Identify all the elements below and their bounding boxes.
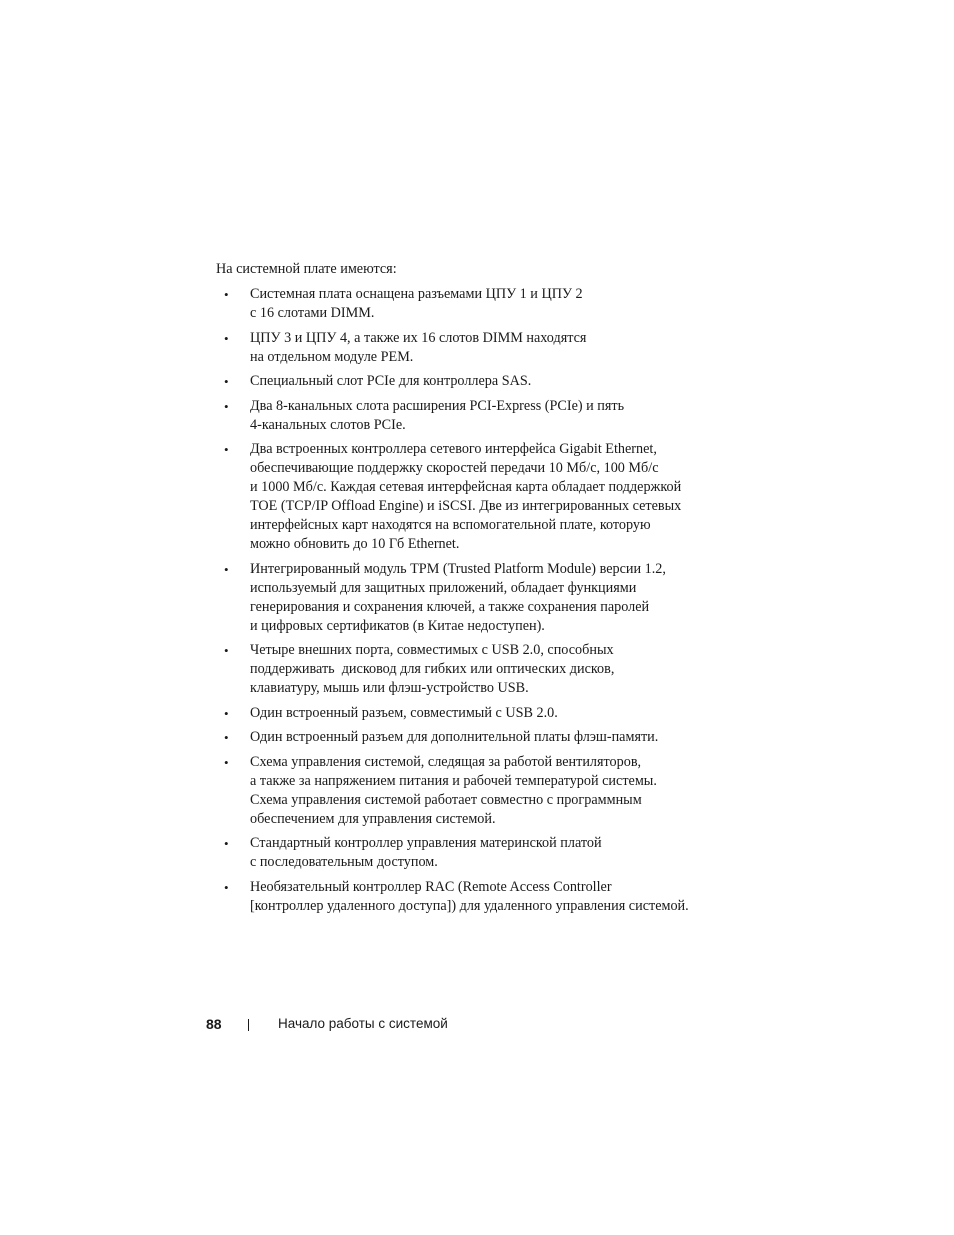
chapter-title: Начало работы с системой [278,1016,448,1031]
list-item-text: 4-канальных слотов PCIe. [250,416,406,433]
bullet-icon: • [224,879,229,895]
list-item [216,641,736,698]
list-item-text: а также за напряжением питания и рабочей температурой системы. [250,772,657,789]
list-item-text: Схема управления системой работает совместно с программным [250,791,642,808]
list-item [216,397,736,435]
list-item-text: Интегрированный модуль TPM (Trusted Platform Module) версии 1.2, [250,560,666,577]
bullet-icon: • [224,754,229,770]
list-item [216,372,736,391]
list-item-text: TOE (TCP/IP Offload Engine) и iSCSI. Две из интегрированных сетевых [250,498,682,514]
list-item-text: и 1000 Мб/с. Каждая сетевая интерфейсная карта обладает поддержкой [250,479,682,495]
list-item [216,728,736,747]
list-item [216,878,736,916]
footer-separator [248,1019,249,1031]
list-item-text: Один встроенный разъем, совместимый с USB 2.0. [250,704,558,721]
list-item-text: и цифровых сертификатов (в Китае недоступен). [250,617,545,634]
list-item-text: ЦПУ 3 и ЦПУ 4, а также их 16 слотов DIMM находятся [250,329,587,346]
list-item-text: Схема управления системой, следящая за работой вентиляторов, [250,753,642,770]
bullet-icon: • [224,643,229,658]
list-item-text: с 16 слотами DIMM. [250,305,375,321]
page-footer [0,1014,954,1034]
list-item-text: Системная плата оснащена разъемами ЦПУ 1 и ЦПУ 2 [250,286,583,302]
intro-text: На системной плате имеются: [216,261,397,277]
document-body [216,260,736,921]
list-item [216,285,736,323]
list-item-text: [контроллер удаленного доступа]) для удаленного управления системой. [250,897,689,914]
feature-list [216,285,736,916]
bullet-icon: • [224,836,229,851]
list-item-text: генерирования и сохранения ключей, а также сохранения паролей [250,598,650,615]
list-item [216,753,736,829]
list-item-text: Стандартный контроллер управления материнской платой [250,835,602,851]
list-item [216,834,736,872]
list-item-text: с последовательным доступом. [250,854,438,870]
bullet-icon: • [224,330,229,346]
bullet-icon: • [224,705,229,721]
list-item-text: обеспечивающие поддержку скоростей передачи 10 Мб/с, 100 Мб/с [250,460,659,476]
list-item-text: интерфейсных карт находятся на вспомогательной плате, которую [250,517,651,533]
list-item [216,560,736,636]
list-item-text: используемый для защитных приложений, обладает функциями [250,579,637,596]
list-item-text: обеспечением для управления системой. [250,810,496,827]
list-item-text: Один встроенный разъем для дополнительной платы флэш-памяти. [250,729,659,745]
list-item-text: Специальный слот PCIe для контроллера SAS. [250,373,532,389]
bullet-icon: • [224,398,229,414]
list-item-text: на отдельном модуле PEM. [250,348,414,365]
list-item [216,329,736,367]
list-item-text: Четыре внешних порта, совместимых с USB 2.0, способных [250,642,614,658]
bullet-icon: • [224,374,229,389]
bullet-icon: • [224,730,229,745]
page-number: 88 [206,1016,222,1032]
bullet-icon: • [224,561,229,577]
bullet-icon: • [224,442,229,457]
list-item-text: поддерживать дисковод для гибких или оптических дисков, [250,661,615,677]
list-item [216,440,736,554]
list-item-text: Два 8-канальных слота расширения PCI-Express (PCIe) и пять [250,397,625,414]
bullet-icon: • [224,287,229,302]
list-item [216,704,736,723]
list-item-text: клавиатуру, мышь или флэш-устройство USB. [250,680,529,696]
list-item-text: Два встроенных контроллера сетевого интерфейса Gigabit Ethernet, [250,441,657,457]
list-item-text: можно обновить до 10 Гб Ethernet. [250,536,460,552]
list-item-text: Необязательный контроллер RAC (Remote Access Controller [250,878,612,895]
